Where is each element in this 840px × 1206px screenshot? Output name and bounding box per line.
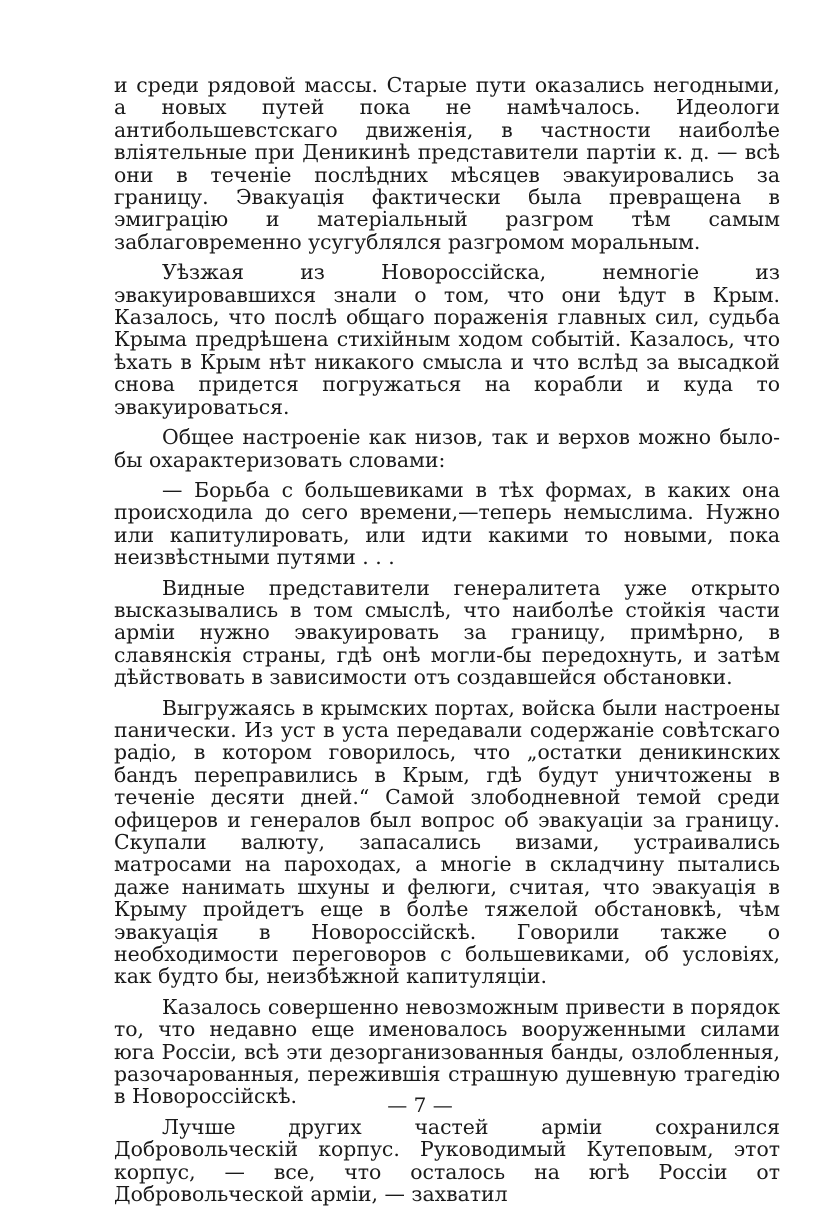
paragraph-8: Лучше других частей арміи сохранился Добровольческій корпус. Руководимый Кутеповым, этот корпус, — все, что осталось на югѣ Россіи от Добровольческой арміи, — захватил [114,1114,780,1206]
paragraph-5: Видные представители генералитета уже открыто высказывались в том смыслѣ, что наиболѣе стойкія части арміи нужно эвакуировать за границу, примѣрно, в славянскія страны, гдѣ онѣ могли-бы передохнуть, и затѣм дѣйствовать в зависимости отъ создавшейся обстановки. [114,575,780,690]
paragraph-2: Уѣзжая из Новороссійска, немногіе из эвакуировавшихся знали о том, что они ѣдут в Крым. Казалось, что послѣ общаго пораженія главных сил, судьба Крыма предрѣшена стихійным ходом событій. Казалось, что ѣхать в Крым нѣт никакого смысла и что вслѣд за высадкой снова придется погружаться на корабли и куда то эвакуироваться. [114,260,780,419]
paragraph-1: и среди рядовой массы. Старые пути оказались негодными, а новых путей пока не намѣчалось. Идеологи антибольшевстскаго движенія, в частности наиболѣе вліятельные при Деникинѣ представители партіи к. д. — всѣ они в теченіе послѣдних мѣсяцев эвакуировались за границу. Эвакуація фактически была превращена в эмиграцію и матеріальный разгром тѣм самым заблаговременно усугублялся разгромом моральным. [114,73,780,254]
paragraph-3: Общее настроеніе как низов, так и верхов можно было-бы охарактеризовать словами: [114,425,780,472]
paragraph-4: — Борьба с большевиками в тѣх формах, в каких она происходила до сего времени,—теперь немыслима. Нужно или капитулировать, или идти какими то новыми, пока неизвѣстными путями . . . [114,477,780,570]
page-number: — 7 — [387,1093,453,1117]
paragraph-7: Казалось совершенно невозможным привести в порядок то, что недавно еще именовалось вооруженными силами юга Россіи, всѣ эти дезорганизованныя банды, озлобленныя, разочарованныя, пережившія страшную душевную трагедію в Новороссійскѣ. [114,994,780,1109]
paragraph-6: Выгружаясь в крымских портах, войска были настроены панически. Из уст в уста передавали содержаніе совѣтскаго радіо, в котором говорилось, что „остатки деникинских бандъ переправились в Крым, гдѣ будут уничтожены в теченіе десяти дней.“ Самой злободневной темой среди офицеров и генералов был вопрос об эвакуаціи за границу. Скупали валюту, запасались визами, устраивались матросами на пароходах, а многіе в складчину пытались даже нанимать шхуны и фелюги, считая, что эвакуація в Крыму пройдетъ еще в болѣе тяжелой обстановкѣ, чѣм эвакуація в Новороссійскѣ. Говорили также о необходимости переговоров с большевиками, об условіях, как будто бы, неизбѣжной капитуляціи. [114,695,780,989]
